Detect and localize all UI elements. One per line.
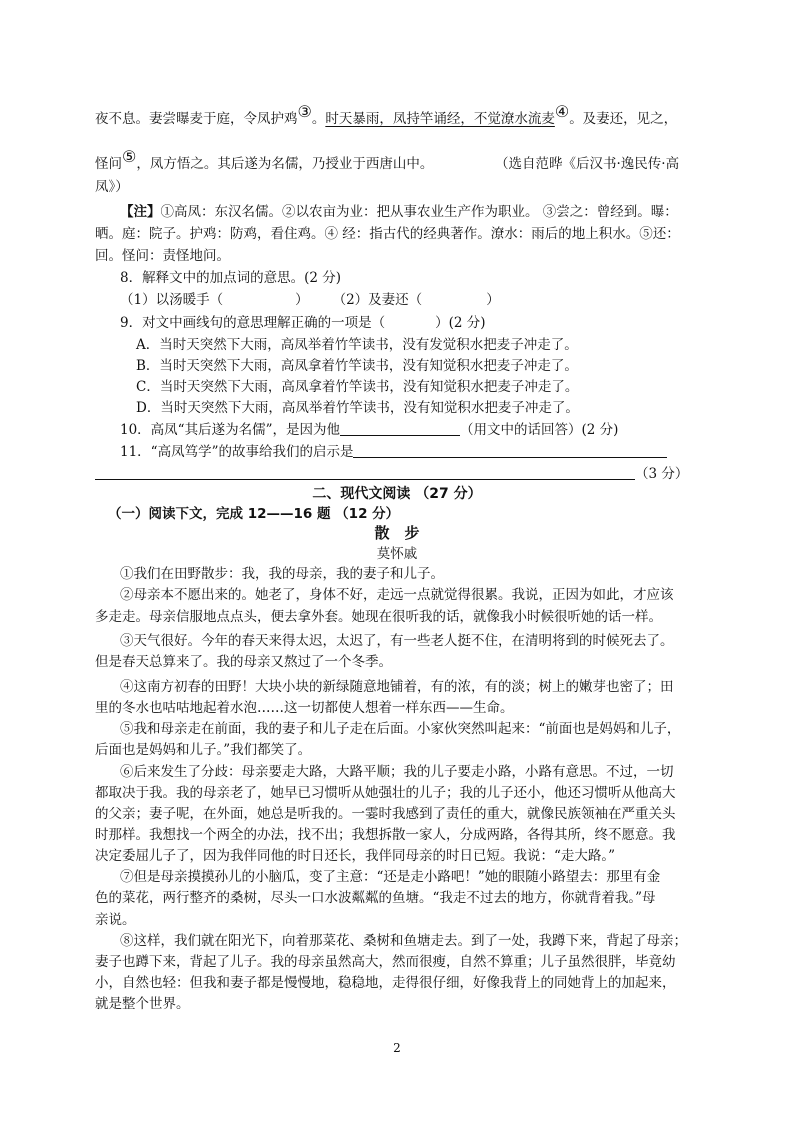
essay-author: 莫怀戚 — [376, 546, 418, 562]
essay-paragraph-6-cont: 的父亲；妻子呢，在外面，她总是听我的。一霎时我感到了责任的重大，就像民族领袖在严重关头 — [95, 806, 676, 822]
essay-paragraph-2-cont: 多走走。母亲信服地点点头，便去拿外套。她现在很听我的话，就像我小时候很听她的话一样。 — [95, 609, 662, 625]
notes-line-3: 回。怪问：责怪地问。 — [95, 248, 230, 264]
essay-paragraph-8-cont: 小，自然也轻：但我和妻子都是慢慢地，稳稳地，走得很仔细，好像我背上的同她背上的加起来， — [95, 975, 676, 991]
notes-line-2: 晒。庭：院子。护鸡：防鸡，看住鸡。④ 经：指古代的经典著作。潦水：雨后的地上积水。⑤还： — [95, 226, 680, 242]
notes-label: 【注】 — [120, 204, 161, 220]
essay-title: 散 步 — [374, 524, 420, 542]
question-11 — [120, 442, 700, 462]
option-a: A．当时天突然下大雨，高凤举着竹竿读书，没有发觉积水把麦子冲走了。 — [136, 337, 578, 353]
option-b: B．当时天突然下大雨，高凤拿着竹竿读书，没有知觉积水把麦子冲走了。 — [136, 358, 578, 374]
q10-answer-blank[interactable] — [340, 421, 460, 436]
note-marker-3: ③ — [297, 102, 312, 121]
note-marker-4: ④ — [554, 102, 570, 121]
q9-score: ）(2 分) — [435, 315, 486, 331]
passage-line-2 — [95, 147, 700, 174]
essay-paragraph-7-cont: 色的菜花，两行整齐的桑树，尽头一口水波粼粼的鱼塘。“我走不过去的地方，你就背着我。”母 — [95, 890, 656, 906]
q11-answer-blank-2[interactable] — [95, 465, 635, 480]
passage-text: 。及妻还，见之， — [569, 111, 678, 127]
underlined-sentence: 时天暴雨，凤持竿诵经，不觉潦水流麦 — [325, 111, 555, 127]
essay-paragraph-5: ⑤我和母亲走在前面，我的妻子和儿子走在后面。小家伙突然叫起来：“前面也是妈妈和儿子， — [120, 721, 681, 737]
essay-paragraph-7-cont: 亲说。 — [95, 912, 136, 928]
question-11-cont — [95, 464, 700, 484]
essay-paragraph-4: ④这南方初春的田野！大块小块的新绿随意地铺着，有的浓，有的淡；树上的嫩芽也密了；田 — [120, 679, 674, 695]
source-citation-end: 凤》） — [95, 179, 129, 195]
section-heading: 二、现代文阅读 （27 分） — [312, 486, 482, 502]
essay-paragraph-2: ②母亲本不愿出来的。她老了，身体不好，走远一点就觉得很累。我说，正因为如此，才应该 — [120, 587, 674, 603]
passage-text: 。 — [311, 111, 326, 127]
passage-line-1 — [95, 102, 700, 129]
essay-paragraph-7: ⑦但是母亲摸摸孙儿的小脑瓜，变了主意：“还是走小路吧！”她的眼随小路望去：那里有金 — [120, 869, 661, 885]
source-citation: （选自范晔《后汉书·逸民传·高 — [495, 156, 680, 172]
essay-paragraph-8-cont: 妻子也蹲下来，背起了儿子。我的母亲虽然高大，然而很瘦，自然不算重；儿子虽然很胖，毕竟幼 — [95, 954, 676, 970]
q11-answer-blank-1[interactable] — [353, 443, 667, 458]
q11-score: （3 分） — [635, 466, 689, 482]
q8-item-2: （2）及妻还（ — [332, 292, 423, 308]
section-subheading: （一）阅读下文，完成 12——16 题 （12 分） — [108, 506, 400, 522]
essay-paragraph-6-cont: 决定委屈儿子了，因为我伴同他的时日还长，我伴同母亲的时日已短。我说：“走大路。” — [95, 848, 616, 864]
q9-text: 9．对文中画线句的意思理解正确的一项是（ — [120, 315, 386, 331]
passage-text: ，凤方悟之。其后遂为名儒，乃授业于西唐山中。 — [136, 156, 434, 172]
essay-paragraph-6-cont: 都取决于我。我的母亲老了，她早已习惯听从她强壮的儿子；我的儿子还小，他还习惯听从他高大 — [95, 785, 676, 801]
q8-bracket: ） — [295, 292, 309, 308]
q8-item-1: （1）以汤暖手（ — [120, 292, 224, 308]
essay-paragraph-6: ⑥后来发生了分歧：母亲要走大路，大路平顺；我的儿子要走小路，小路有意思。不过，一切 — [120, 764, 674, 780]
question-8-items — [120, 290, 700, 310]
q10-hint: （用文中的话回答）(2 分) — [459, 422, 619, 438]
question-9 — [120, 313, 700, 333]
question-10 — [120, 420, 700, 440]
passage-text: 夜不息。妻尝曝麦于庭，令凤护鸡 — [95, 111, 298, 127]
essay-paragraph-8-cont: 就是整个世界。 — [95, 996, 190, 1012]
essay-paragraph-3-cont: 但是春天总算来了。我的母亲又熬过了一个冬季。 — [95, 654, 392, 670]
essay-paragraph-5-cont: 后面也是妈妈和儿子。”我们都笑了。 — [95, 742, 312, 758]
passage-text: 怪问 — [95, 156, 122, 172]
notes-text: ①高凤：东汉名儒。②以农亩为业：把从事农业生产作为职业。 ③尝之：曾经到。曝： — [160, 204, 678, 220]
q8-bracket: ） — [486, 292, 500, 308]
essay-paragraph-4-cont: 里的冬水也咕咕地起着水泡……这一切都使人想着一样东西——生命。 — [95, 700, 514, 716]
q10-text: 10．高凤“其后遂为名儒”，是因为他 — [120, 422, 340, 438]
note-marker-5: ⑤ — [122, 147, 137, 166]
question-8: 8．解释文中的加点词的意思。(2 分) — [120, 270, 342, 286]
essay-paragraph-6-cont: 时那样。我想找一个两全的办法，找不出；我想拆散一家人，分成两路，各得其所，终不愿意。我 — [95, 827, 676, 843]
essay-paragraph-8: ⑧这样，我们就在阳光下，向着那菜花、桑树和鱼塘走去。到了一处，我蹲下来，背起了母亲； — [120, 933, 687, 949]
page-number: 2 — [393, 1041, 401, 1055]
notes-line-1 — [120, 202, 700, 222]
essay-paragraph-3: ③天气很好。今年的春天来得太迟，太迟了，有一些老人挺不住，在清明将到的时候死去了。 — [120, 633, 674, 649]
essay-paragraph-1: ①我们在田野散步：我，我的母亲，我的妻子和儿子。 — [120, 566, 444, 582]
q11-text: 11．“高凤笃学”的故事给我们的启示是 — [120, 444, 354, 460]
option-d: D．当时天突然下大雨，高凤举着竹竿读书，没有知觉积水把麦子冲走了。 — [136, 400, 579, 416]
option-c: C．当时天突然下大雨，高凤拿着竹竿读书，没有知觉积水把麦子冲走了。 — [136, 379, 579, 395]
